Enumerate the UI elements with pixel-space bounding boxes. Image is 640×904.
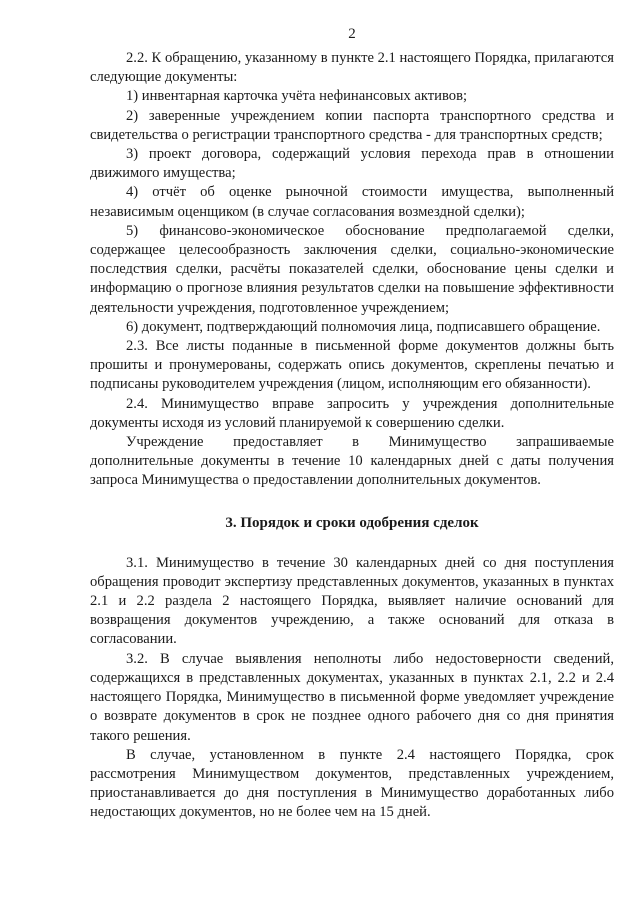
list-item-2: 2) заверенные учреждением копии паспорта транспортного средства и свидетельства о регистрации транспортного средства - для транспортных средств; — [90, 107, 614, 143]
list-item-6: 6) документ, подтверждающий полномочия лица, подписавшего обращение. — [126, 318, 601, 335]
paragraph-2-4-continued: Учреждение предоставляет в Минимущество запрашиваемые дополнительные документы в течение 10 календарных дней с даты получения запроса Минимущества о предоставлении дополнительных документов. — [90, 434, 614, 489]
paragraph-2-2: 2.2. К обращению, указанному в пункте 2.1 настоящего Порядка, прилагаются следующие документы: — [90, 50, 614, 86]
paragraph-3-1: 3.1. Минимущество в течение 30 календарных дней со дня поступления обращения проводит экспертизу представленных документов, указанных в пунктах 2.1 и 2.2 раздела 2 настоящего Порядка, выявляет наличие оснований для возвращения документов учреждению, а также оснований для отказа в согласовании. — [90, 554, 614, 648]
list-item-5: 5) финансово-экономическое обоснование предполагаемой сделки, содержащее целесообразность заключения сделки, социально-экономические последствия сделки, расчёты показателей сделки, обоснование цены сделки и информацию о прогнозе влияния результатов сделки на повышение эффективности деятельности учреждения, подготовленное учреждением; — [90, 222, 614, 316]
page-number: 2 — [348, 26, 356, 42]
list-item-4: 4) отчёт об оценке рыночной стоимости имущества, выполненный независимым оценщиком (в случае согласования возмездной сделки); — [90, 184, 614, 220]
list-item-1: 1) инвентарная карточка учёта нефинансовых активов; — [126, 88, 468, 105]
section-3-title: 3. Порядок и сроки одобрения сделок — [225, 514, 479, 531]
paragraph-3-2: 3.2. В случае выявления неполноты либо недостоверности сведений, содержащихся в представленных документах, указанных в пунктах 2.1, 2.2 и 2.4 настоящего Порядка, Минимущество в письменной форме уведомляет учреждение о возврате документов в срок не позднее одного рабочего дня со дня принятия такого решения. — [90, 650, 614, 744]
list-item-3: 3) проект договора, содержащий условия перехода прав в отношении движимого имущества; — [90, 146, 614, 182]
paragraph-3-2-continued: В случае, установленном в пункте 2.4 настоящего Порядка, срок рассмотрения Минимуществом документов, представленных учреждением, приостанавливается до дня поступления в Минимущество доработанных либо недостающих документов, но не более чем на 15 дней. — [90, 746, 614, 821]
paragraph-2-3: 2.3. Все листы поданные в письменной форме документов должны быть прошиты и пронумерованы, содержать опись документов, скреплены печатью и подписаны руководителем учреждения (лицом, исполняющим его обязанности). — [90, 338, 614, 393]
paragraph-2-4: 2.4. Минимущество вправе запросить у учреждения дополнительные документы исходя из условий планируемой к совершению сделки. — [90, 395, 614, 431]
